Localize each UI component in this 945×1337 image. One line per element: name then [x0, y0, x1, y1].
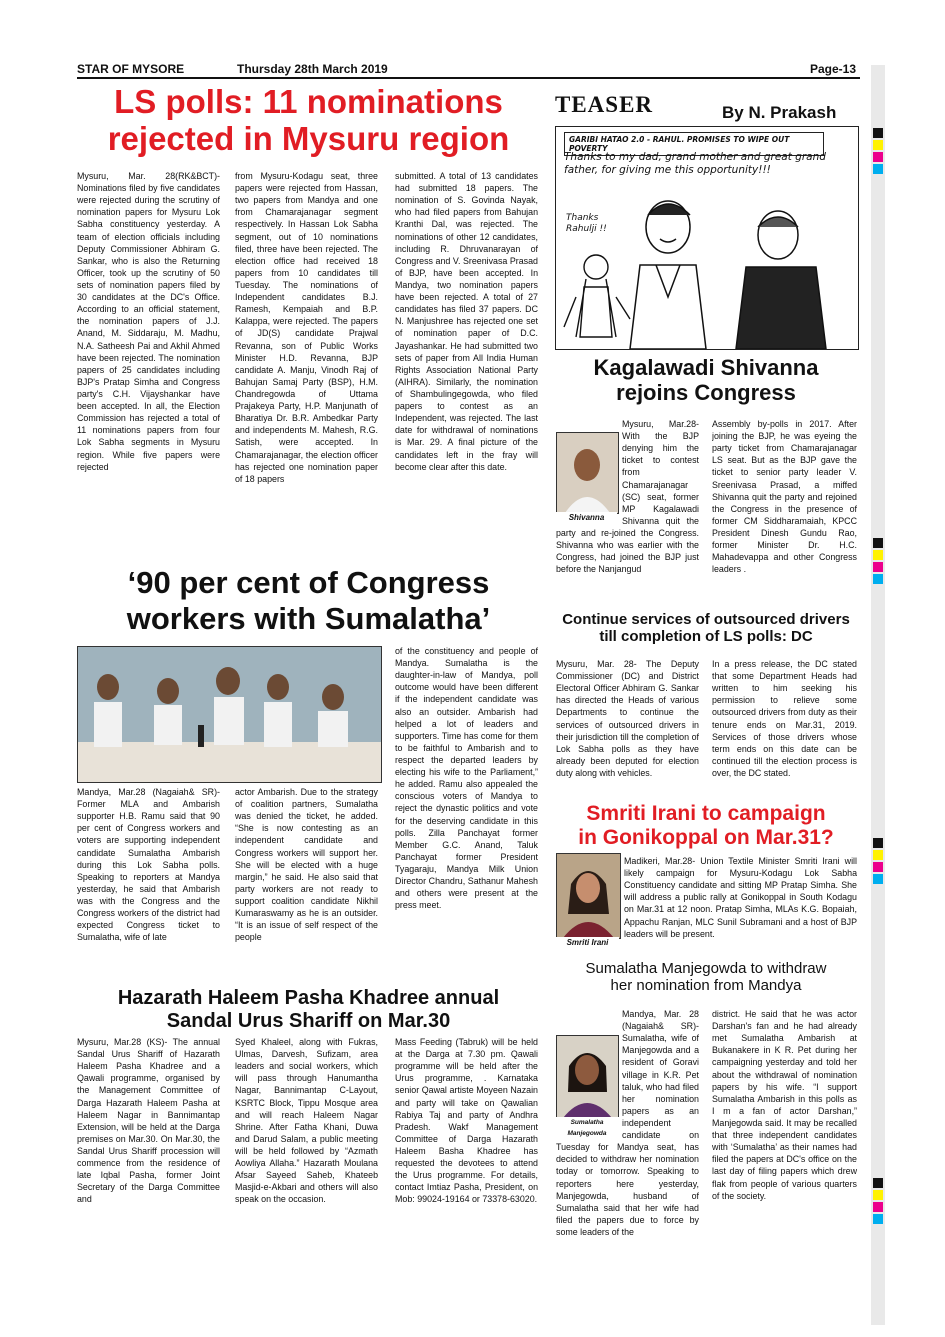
- story7-col1: Mysuru, Mar.28 (KS)- The annual Sandal Urus Shariff of Hazarath Haleem Pasha Khadree and a Qawali programme, organised by the Management Committee of Darga Hazarath Haleem Pasha at Haleem Nagar in Bannimantap Extension, will be held at the Darga premises on Mar.30. On Mar.30, the Sandal Urus Shariff procession will commence from the residence of late Iqbal Pasha, former Joint Secretary of the Darga Committee and: [77, 1037, 220, 1205]
- story6-headline: [555, 960, 857, 995]
- story3-col1: Mandya, Mar.28 (Nagaiah& SR)- Former MLA and Ambarish supporter H.B. Ramu said that 90 per cent of Congress workers and voters are supporting independent candidate Sumalatha Ambarish during this Lok Sabha polls. Speaking to reporters at Mandya yesterday, he said that Ambarish was with the Congress and the Congress workers of the district had expected Congress ticket to Sumalatha, wife of late: [77, 787, 220, 943]
- photo-float: [556, 1008, 622, 1130]
- black-swatch: [873, 128, 883, 138]
- story2-headline-line1: Kagalawadi Shivanna: [593, 355, 819, 380]
- story3-headline: [77, 565, 540, 636]
- story2-col1: [556, 418, 699, 598]
- cartoon-drawing: [556, 187, 858, 349]
- cyan-swatch: [873, 874, 883, 884]
- black-swatch: [873, 538, 883, 548]
- story1-headline-line2: rejected in Mysuru region: [107, 119, 510, 157]
- yellow-swatch: [873, 1190, 883, 1200]
- story4-col1: Mysuru, Mar. 28- The Deputy Commissioner (DC) and District Electoral Officer Abhiram G. Sankar has directed the Heads of various Departments to continue the services of outsourced drivers in their jurisdiction till the completion of Lok Sabha polls as they have already been deputed for election duty along with vehicles.: [556, 659, 699, 778]
- story4-headline-line2: till completion of LS polls: DC: [599, 628, 813, 646]
- press-meet-scene: [78, 647, 381, 782]
- story6-col1: [556, 1008, 699, 1248]
- story6-col2: district. He said that he was actor Darshan's fan and he had already met Sumalatha Ambarish at Bukanakere in K R. Pet during her campaigning yesterday and told her about the withdrawal of nomination papers by his wife. “I support Sumalatha Ambarish in this polls as I m a fan of actor Darshan,” Manjegowda said. It may be recalled that three independent candidates with ‘Sumalatha’ as their names had filed the papers at DC's office on the last day of filing papers which drew flak from people of various quarters of the society.: [712, 1009, 857, 1201]
- story3-headline-line1: ‘90 per cent of Congress: [127, 565, 490, 600]
- cyan-swatch: [873, 164, 883, 174]
- page-number: Page-13: [810, 62, 857, 76]
- story5-body-text: Madikeri, Mar.28- Union Textile Minister Smriti Irani will likely campaign for Mysuru-Kodagu Lok Sabha Constituency candidate and sitting MP Pratap Simha. She will address a public rally at Gonikoppal in South Kodagu on Mar.31 at 12 noon. Pratap Simha, MLAs K.G. Bopaiah, Appachu Ranjan, MLC Sunil Subramani and a host of BJP leaders will be present.: [624, 856, 857, 939]
- story3-headline-line2: workers with Sumalatha’: [126, 600, 491, 636]
- story5-body: [556, 855, 857, 955]
- yellow-swatch: [873, 850, 883, 860]
- photo-float: [556, 855, 624, 951]
- sumalatha-caption: Sumalatha Manjegowda: [552, 1117, 622, 1128]
- story1-col3: submitted. A total of 13 candidates had submitted 18 papers. The nomination of S. Govinda Nayak, who had filed papers from Bahujan Kranthi Dal, was rejected. The nominations of other 12 candidates, including R. Dhruvanarayan of Congress and V. Sreenivasa Prasad of BJP, have been accepted. In Mandya, two nomination papers have been rejected. A total of 27 candidates has filed 37 papers. DC N. Manjushree has rejected one set of nomination paper of D.C. Jayashankar. He had submitted two sets of paper from All India Human Rights Association National Party (AIHRA). Similarly, the nomination of Shambulingegowda, who filed papers to contest as an Independent, was rejected. The last date for withdrawal of nominations is Mar. 29. A final picture of the candidates left in the fray will become clear after this date.: [395, 171, 538, 472]
- yellow-swatch: [873, 550, 883, 560]
- story2-headline: [555, 355, 857, 406]
- magenta-swatch: [873, 1202, 883, 1212]
- teaser-cartoon: [555, 126, 859, 350]
- masthead-rule: [77, 77, 860, 79]
- story1-col1: Mysuru, Mar. 28(RK&BCT)- Nominations filed by five candidates were rejected during the scrutiny of nomination papers for Mysuru Lok Sabha constituency yesterday. A team of election officials including Deputy Commissioner Abhiram G. Sankar, who is also the Returning Officer, took up the scrutiny of 50 sets of nomination papers filed by 30 candidates at the DC's Office. According to an official statement, the nomination papers of J.J. Anand, M. Siddaraju, M. Madhu, N.A. Satheesh Pai and Akhil Ahmed have been rejected. The nomination papers of 25 candidates including BJP's Pratap Simha and Congress party's C.H. Vijayshankar have been accepted. In all, the Election Commission has rejected a total of 11 nominations papers from four Lok Sabha segments in Mysuru region. While five papers were rejected: [77, 171, 220, 472]
- story6-headline-line2: her nomination from Mandya: [610, 977, 802, 995]
- story7-headline-line2: Sandal Urus Shariff on Mar.30: [166, 1010, 451, 1032]
- cartoon-banner: GARIBI HATAO 2.0 - RAHUL. PROMISES TO WIPE OUT POVERTY: [564, 132, 824, 156]
- story2-col1-text: Mysuru, Mar.28- With the BJP denying him the ticket to contest from Chamarajanagar (SC) seat, former MP Kagalawadi Shivanna quit the party and re-joined the Congress. Shivanna who was earlier with the Congress, had joined the BJP just before the Nanjangud: [556, 419, 699, 575]
- story4-headline-line1: Continue services of outsourced drivers: [562, 611, 850, 628]
- magenta-swatch: [873, 152, 883, 162]
- teaser-byline: By N. Prakash: [722, 103, 837, 122]
- cyan-swatch: [873, 574, 883, 584]
- shivanna-caption: Shivanna: [556, 512, 617, 524]
- story7-headline-line1: Hazarath Haleem Pasha Khadree annual: [117, 987, 500, 1009]
- story4-col2: In a press release, the DC stated that some Department Heads had written to him seeking his permission to relieve some outsourced drivers from duty as their tenure ends on Mar.31, 2019. Services of those drivers whose term ends on this date can be continued till the election process is over, the DC stated.: [712, 659, 857, 778]
- press-meet-photo: [77, 646, 382, 783]
- story7-col2: Syed Khaleel, along with Fukras, Ulmas, Darvesh, Sufizam, area leaders and social workers, which will pass through Hanumantha Nagar, Bannimantap C-Layout, KSRTC Block, Tippu Mosque area and will reach Haleem Nagar Shrine. After Fatha Khani, Duwa and Darud Salam, a public meeting will be held followed by “Azmath Aowliya Allaha.” Hazarath Moulana Afsar Sayeed Saheb, Khateeb Masjid-e-Akbari and others will also speak on the occasion.: [235, 1037, 378, 1205]
- story7-col3: Mass Feeding (Tabruk) will be held at the Darga at 7.30 pm. Qawali programme will be held after the Urus programme, . Karnataka senior Qawal artiste Moyeen Nazain and party will take on Qawalian Rabiya Taj and party of Andhra Pradesh. Wakf Management Committee of Darga Hazarath Haleem Basha Khadree has requested the devotees to attend the Urus programme. For details, contact Imtiaz Pasha, President, on Mob: 99024-19164 or 73378-63020.: [395, 1037, 538, 1205]
- cyan-swatch: [873, 1214, 883, 1224]
- story3-col2: actor Ambarish. Due to the strategy of coalition partners, Sumalatha was denied the ticket, he added. “She is now contesting as an independent candidate and Congress workers will support her. She will be elected with a huge margin,” he said. He also said that party workers are not ready to support coalition candidate Nikhil Kumaraswamy as he is an outsider. “It is an issue of self respect of the people: [235, 787, 378, 943]
- teaser-title: TEASER: [555, 92, 654, 117]
- paper-name: STAR OF MYSORE: [77, 62, 185, 76]
- black-swatch: [873, 838, 883, 848]
- cartoon-thanks-text: Thanks Rahulji !!: [566, 213, 607, 234]
- black-swatch: [873, 1178, 883, 1188]
- yellow-swatch: [873, 140, 883, 150]
- story1-headline-line1: LS polls: 11 nominations: [114, 83, 503, 120]
- story2-col2: Assembly by-polls in 2017. After joining the BJP, he was eyeing the party ticket from Chamarajanagar LS seat. But as the BJP gave the ticket to senior party leader V. Sreenivasa Prasad, a miffed Shivanna quit the party and rejoined the Congress in the presence of former CM Siddharamaiah, KPCC President Dinesh Gundu Rao, former Minister Dr. H.C. Mahadevappa and other Congress leaders .: [712, 419, 857, 575]
- story6-headline-line1: Sumalatha Manjegowda to withdraw: [585, 960, 827, 977]
- story5-headline-line1: Smriti Irani to campaign: [586, 802, 826, 825]
- magenta-swatch: [873, 562, 883, 572]
- story5-headline-line2: in Gonikoppal on Mar.31?: [578, 825, 834, 849]
- story1-col2: from Mysuru-Kodagu seat, three papers were rejected from Hassan, two papers from Mandya and one from Chamarajanagar segment respectively. In Hassan Lok Sabha segment, out of 10 nominations filed, three have been rejected. The election office had received 18 papers from 10 candidates till Tuesday. The nominations of Independent candidates B.J. Ramesh, Kempaiah and B.P. Kalappa, were rejected. The papers of JD(S) candidate Prajwal Revanna, son of Public Works Minister H.D. Revanna, BJP candidate A. Manju, Vinodh Raj of Bahujan Samaj Party (BSP), H.M. Chandregowda of Uttama Prajakeya Party, H.P. Manjunath of Bharatiya Dr. B.R. Ambedkar Party and independents M. Mahesh, R.G. Satish, were accepted. In Chamarajanagar, the election officer has rejected one nomination paper of 18 papers: [235, 171, 378, 484]
- story7-headline: [77, 987, 540, 1033]
- story6-col1-text: Mandya, Mar. 28 (Nagaiah& SR)- Sumalatha, wife of Manjegowda and a resident of Goravi village in K.R. Pet taluk, who had filed her nomination papers as an independent candidate on Tuesday for Mandya seat, has decided to withdraw her nomination today or tomorrow. Speaking to reporters here yesterday, Manjegowda, husband of Sumalatha said that her wife had filed the papers due to force by some leaders of the: [556, 1009, 699, 1237]
- cartoon-speech-bubble: Thanks to my dad, grand mother and great grand father, for giving me this opportunity!!!: [564, 151, 826, 177]
- story5-headline: [555, 802, 857, 849]
- story1-headline: [77, 84, 540, 158]
- story3-col3: of the constituency and people of Mandya. Sumalatha is the daughter-in-law of Mandya, poll outcome would have been different if the independent candidate was also an outsider. Ambarish had helped a lot of leaders and supporters. Time has come for them to be faithful to Ambarish and to respect the departed leaders by electing his wife to the Parliament,” he added. Ramu also appealed the conscious voters of Mandya to reject the dynastic politics and vote for the deserving candidate in this polls. Zilla Panchayat former Member G.C. Anand, Taluk Panchayat former President Tyagaraju, Mandya Milk Union Director Chandru, Sathanur Mahesh and others were present at the press meet.: [395, 646, 538, 911]
- magenta-swatch: [873, 862, 883, 872]
- registration-bar: [871, 65, 885, 1325]
- issue-date: Thursday 28th March 2019: [237, 62, 388, 76]
- smriti-irani-caption: Smriti Irani: [556, 937, 619, 949]
- photo-float: [556, 418, 622, 526]
- story2-headline-line2: rejoins Congress: [616, 380, 796, 406]
- story4-headline: [555, 611, 857, 646]
